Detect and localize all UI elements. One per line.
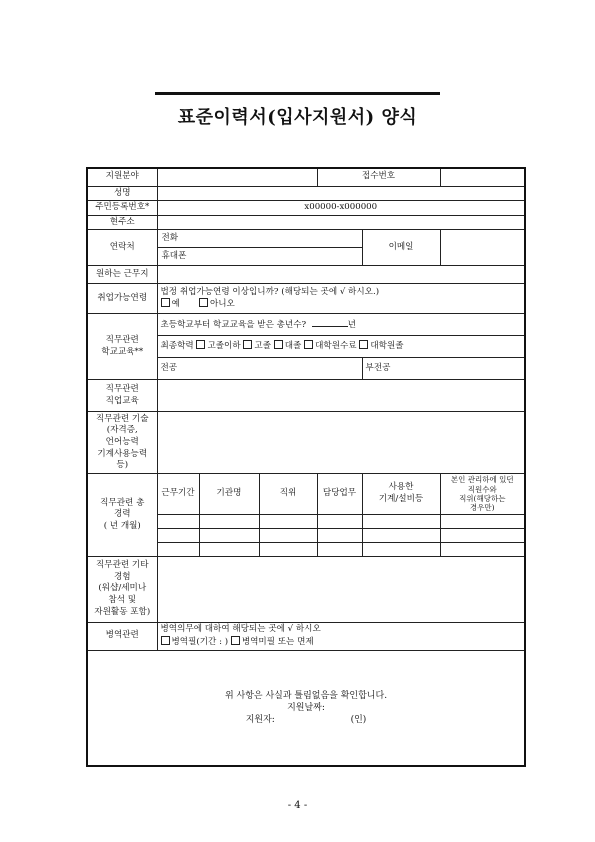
minor-field[interactable] [362, 358, 525, 380]
exp-cell[interactable] [199, 514, 259, 528]
other-label-line: 경험 [113, 571, 131, 582]
rrn-input[interactable]: x00000-x000000 [157, 201, 525, 216]
exp-cell[interactable] [440, 542, 525, 556]
phone-field[interactable] [158, 230, 362, 248]
skills-label-line: 기계사용능력 [97, 448, 148, 459]
exp-cell[interactable] [259, 542, 317, 556]
experience-label-line: 직무관련 총 [100, 497, 145, 508]
experience-label [87, 474, 157, 557]
exp-header-position: 직위 [259, 474, 317, 515]
edu-option-checkbox[interactable] [274, 340, 283, 349]
skills-label-line: 등) [116, 460, 129, 471]
exp-cell[interactable] [362, 528, 440, 542]
vocational-input[interactable] [157, 380, 525, 412]
edu-option-label: 대학원수료 [315, 341, 357, 352]
row-contact [87, 230, 525, 266]
row-experience-header [87, 474, 525, 515]
education-label-line2: 학교교육** [101, 346, 144, 357]
military-served-label: 병역필(기간 : ) [171, 636, 229, 647]
field-label: 지원분야 [87, 168, 157, 186]
edu-option-label: 고졸 [254, 341, 272, 352]
edu-option-label: 고졸이하 [207, 341, 241, 352]
mobile-field[interactable] [158, 248, 362, 266]
exp-cell[interactable] [157, 528, 199, 542]
exp-header-duty: 담당업무 [317, 474, 362, 515]
mobile-label: 휴대폰 [161, 250, 187, 261]
receipt-label: 접수번호 [317, 168, 440, 186]
vocational-label [87, 380, 157, 412]
age-label: 취업가능연령 [87, 284, 157, 314]
other-label-line: 참석 및 [108, 595, 137, 606]
edu-option-label: 대졸 [284, 341, 302, 352]
exp-cell[interactable] [199, 528, 259, 542]
skills-label-line: 언어능력 [105, 436, 139, 447]
row-other [87, 556, 525, 622]
exp-cell[interactable] [157, 542, 199, 556]
desired-work-label: 원하는 근무지 [87, 266, 157, 284]
email-label: 이메일 [362, 230, 440, 266]
exp-cell[interactable] [259, 514, 317, 528]
phone-label: 전화 [161, 232, 179, 243]
receipt-input[interactable] [440, 168, 525, 186]
exp-header-org: 기관명 [199, 474, 259, 515]
education-label-line1: 직무관련 [105, 335, 139, 346]
skills-input[interactable] [157, 412, 525, 474]
row-age [87, 284, 525, 314]
skills-label-line: 직무관련 기술 [95, 413, 149, 424]
vocational-label-line2: 직업교육 [105, 395, 139, 406]
exp-cell[interactable] [317, 542, 362, 556]
age-no-label: 아니오 [209, 299, 235, 310]
edu-option-checkbox[interactable] [359, 340, 368, 349]
title-rule [155, 92, 440, 95]
address-input[interactable] [157, 215, 525, 230]
edu-option-checkbox[interactable] [304, 340, 313, 349]
exp-cell[interactable] [199, 542, 259, 556]
military-exempt-checkbox[interactable] [231, 636, 240, 645]
age-no-checkbox[interactable] [199, 298, 208, 307]
page-number: - 4 - [287, 800, 308, 811]
contact-phones [157, 230, 362, 266]
skills-label-line: (자격증, [106, 425, 138, 436]
row-rrn [87, 201, 525, 216]
exp-cell[interactable] [259, 528, 317, 542]
exp-header-staff: 본인 관리하에 있던 직원수와 직위(해당하는 경우만) [440, 474, 525, 515]
address-label: 현주소 [87, 215, 157, 230]
row-education-years [87, 314, 525, 336]
age-content [157, 284, 525, 314]
exp-header-period: 근무기간 [157, 474, 199, 515]
military-instruction: 병역의무에 대하여 해당되는 곳에 √ 하시오 [160, 624, 321, 635]
title-block [155, 92, 440, 129]
other-input[interactable] [157, 556, 525, 622]
military-served-checkbox[interactable] [161, 636, 170, 645]
major-field[interactable] [157, 358, 362, 380]
exp-cell[interactable] [317, 528, 362, 542]
other-label-line: 직무관련 기타 [95, 560, 149, 571]
row-military [87, 622, 525, 650]
name-label: 성명 [87, 186, 157, 201]
edu-option-label: 대학원졸 [370, 341, 404, 352]
education-years-cell [157, 314, 525, 336]
row-vocational [87, 380, 525, 412]
education-years-unit: 년 [347, 319, 356, 330]
exp-cell[interactable] [440, 514, 525, 528]
vocational-label-line1: 직무관련 [105, 384, 139, 395]
age-yes-checkbox[interactable] [161, 298, 170, 307]
major-label: 전공 [160, 362, 178, 373]
experience-label-line: ( 년 개월) [103, 520, 141, 531]
date-label: 지원날짜: [287, 702, 325, 713]
education-highest-label: 최종학력 [160, 341, 194, 352]
education-label [87, 314, 157, 380]
edu-option-checkbox[interactable] [243, 340, 252, 349]
education-years-question: 초등학교부터 학교교육을 받은 총년수? [160, 319, 307, 330]
application-form-table [86, 167, 526, 767]
exp-cell[interactable] [362, 514, 440, 528]
email-input[interactable] [440, 230, 525, 266]
row-address [87, 215, 525, 230]
page-title: 표준이력서(입사지원서) 양식 [177, 107, 418, 128]
confirm-cell [87, 650, 525, 766]
date-field[interactable] [91, 702, 521, 714]
contact-label: 연락처 [87, 230, 157, 266]
row-confirm [87, 650, 525, 766]
applicant-field[interactable] [91, 714, 521, 726]
other-label [87, 556, 157, 622]
row-name [87, 186, 525, 201]
seal-mark: (인) [350, 714, 367, 725]
military-content [157, 622, 525, 650]
field-input[interactable] [157, 168, 317, 186]
other-label-line: 자원활동 포함) [94, 606, 151, 617]
row-skills [87, 412, 525, 474]
education-years-input[interactable] [312, 318, 348, 327]
row-field [87, 168, 525, 186]
edu-option-checkbox[interactable] [196, 340, 205, 349]
age-question: 법정 취업가능연령 이상입니까? (해당되는 곳에 √ 하시오.) [160, 286, 380, 297]
skills-label [87, 412, 157, 474]
rrn-label: 주민등록번호* [87, 201, 157, 216]
other-label-line: (워샵/세미나 [98, 583, 147, 594]
military-label: 병역관련 [87, 622, 157, 650]
education-highest-cell [157, 336, 525, 358]
age-yes-label: 예 [171, 299, 180, 310]
exp-cell[interactable] [440, 528, 525, 542]
exp-header-equipment: 사용한 기계/설비등 [362, 474, 440, 515]
experience-label-line: 경력 [113, 509, 131, 520]
exp-cell[interactable] [157, 514, 199, 528]
exp-cell[interactable] [317, 514, 362, 528]
name-input[interactable] [157, 186, 525, 201]
exp-cell[interactable] [362, 542, 440, 556]
military-exempt-label: 병역미필 또는 면제 [241, 636, 314, 647]
minor-label: 부전공 [365, 362, 391, 373]
applicant-label: 지원자: [245, 714, 275, 725]
confirm-statement: 위 사항은 사실과 틀림없음을 확인합니다. [224, 690, 388, 701]
row-desired-work [87, 266, 525, 284]
desired-work-input[interactable] [157, 266, 525, 284]
